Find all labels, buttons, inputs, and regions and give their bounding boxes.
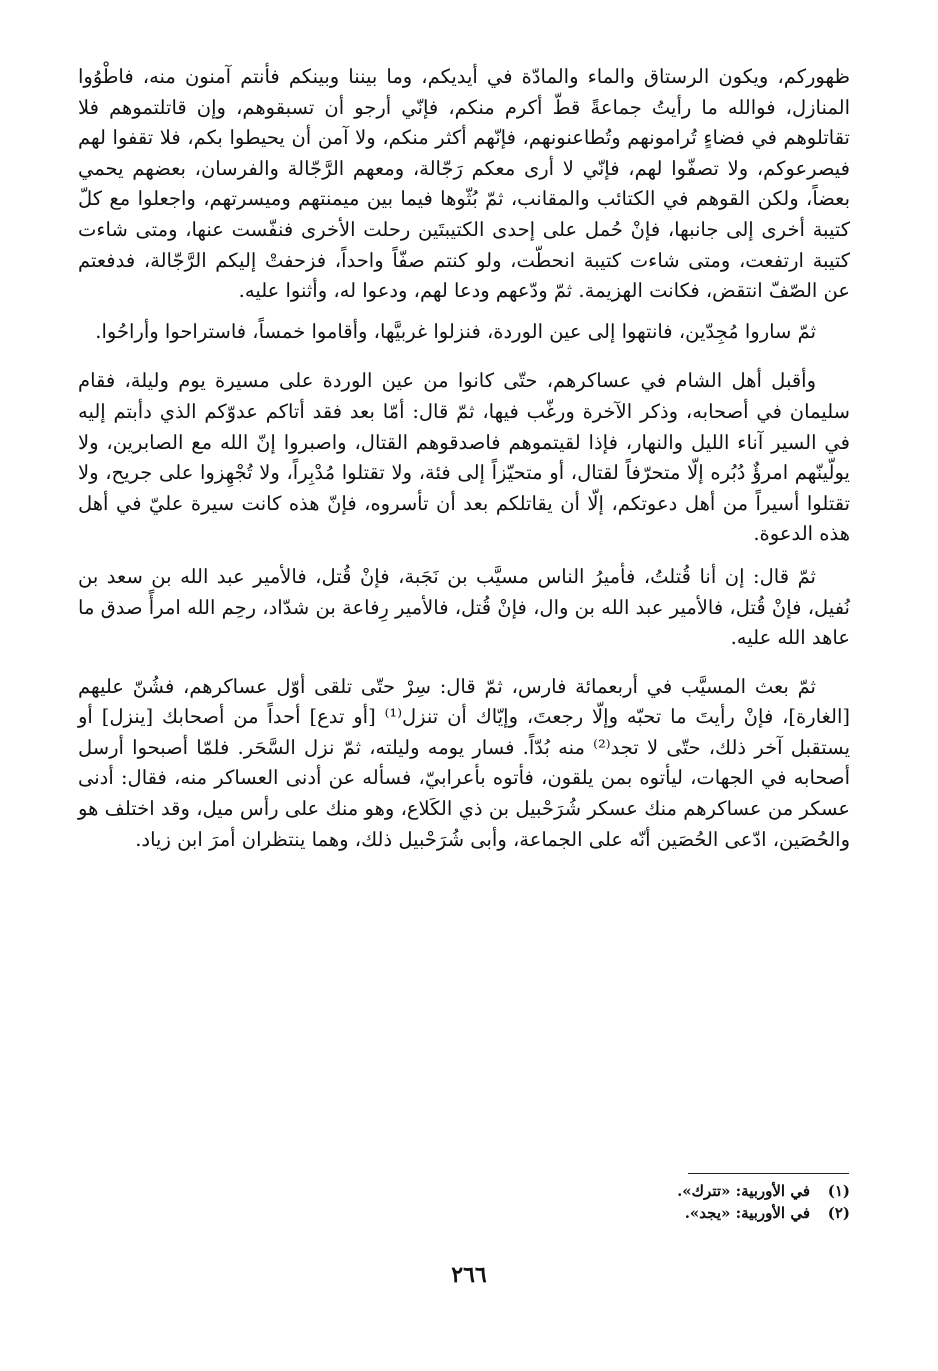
paragraph-4: ثمّ قال: إن أنا قُتلتُ، فأميرُ الناس مسيَّب بن نَجَبة، فإنْ قُتل، فالأمير عبد الله بن سعد بن نُفيل، فإنْ قُتل، فالأمير عبد الله بن وال، فإنْ قُتل، فالأمير رِفاعة بن شدّاد، رحِم الله امرأً صدق ما عاهد الله عليه. [78, 564, 850, 650]
footnote-text: في الأوربية: «يجد». [684, 1204, 810, 1222]
page-number: ٢٦٦ [451, 1262, 487, 1288]
paragraph-5: ثمّ بعث المسيَّب في أربعمائة فارس، ثمّ قال: سِرْ حتّى تلقى أوّل عساكرهم، فشُنّ عليهم [الغارة]، فإنْ رأيتَ ما تحبّه وإلّا رجعتَ، وإيّاك أن تنزل⁽¹⁾ [أو تدع] أحداً من أصحابك [ينزل] أو يستقبل آخر ذلك، حتّى لا تجد⁽²⁾ منه بُدّاً. فسار يومه وليلته، ثمّ نزل السَّحَر. فلمّا أصبحوا أرسل أصحابه في الجهات، ليأتوه بمن يلقون، فأتوه بأعرابيّ، فسأله عن أدنى العساكر منه، فقال: أدنى عسكر من عساكرهم منك عسكر شُرَحْبيل بن ذي الكَلاع، وهو منك على رأس ميل، وقد اختلف هو والحُصَين، ادّعى الحُصَين أنّه على الجماعة، وأبى شُرَحْبيل ذلك، وهما ينتظران أمرَ ابن زياد. [78, 674, 850, 851]
footnote-1 [78, 1180, 850, 1202]
footnote-number: (٢) [827, 1204, 850, 1222]
footnote-2 [78, 1202, 850, 1224]
paragraph-3: وأقبل أهل الشام في عساكرهم، حتّى كانوا من عين الوردة على مسيرة يوم وليلة، فقام سليمان في أصحابه، وذكر الآخرة ورغّب فيها، ثمّ قال: أمّا بعد فقد أتاكم عدوّكم الذي دأبتم إليه في السير آناء الليل والنهار، فإذا لقيتموهم فاصدقوهم القتال، واصبروا إنّ الله مع الصابرين، ولا يولّينّهم امرؤٌ دُبُره إلّا متحرّفاً لقتال، أو متحيّزاً إلى فئة، ولا تقتلوا مُدْبِراً، ولا تُجْهِزوا على جريح، ولا تقتلوا أسيراً من أهل دعوتكم، إلّا أن يقاتلكم بعد أن تأسروه، فإنّ هذه كانت سيرة عليّ في أهل هذه الدعوة. [78, 369, 850, 546]
page-body [78, 62, 850, 855]
footnote-divider [688, 1173, 849, 1174]
paragraph-1: ظهوركم، ويكون الرستاق والماء والمادّة في أيديكم، وما بيننا وبينكم فأنتم آمنون منه، فاطْوُوا المنازل، فوالله ما رأيتُ جماعةً قطّ أكرم منكم، فإنّي أرجو أن تسبقوهم، وإن قاتلتموهم فلا تقاتلوهم في فضاءٍ تُرامونهم وتُطاعنونهم، فإنّهم أكثر منكم، ولا آمن أن يحيطوا بكم، فلا تقفوا لهم فيصرعوكم، ولا تصفّوا لهم، فإنّي لا أرى معكم رَجّالة، ومعهم الرَّجّالة والفرسان، بعضهم يحمي بعضاً، ولكن القوهم في الكتائب والمقانب، ثمّ بُثّوها فيما بين ميمنتهم وميسرتهم، واجعلوا مع كلّ كتيبة أخرى إلى جانبها، فإنْ حُمل على إحدى الكتيبتَين رحلت الأخرى فنفّست عنها، ومتى شاءت كتيبة ارتفعت، ومتى شاءت كتيبة انحطّت، ولو كنتم صفّاً واحداً، فزحفتْ إليكم الرَّجّالة، فدفعتم عن الصّفّ انتقض، فكانت الهزيمة. ثمّ ودّعهم ودعا لهم، ودعوا له، وأثنوا عليه. [78, 65, 850, 303]
footnotes [78, 1180, 850, 1224]
footnote-number: (١) [827, 1182, 850, 1200]
paragraph-2: ثمّ ساروا مُجِدّين، فانتهوا إلى عين الوردة، فنزلوا غربيَّها، وأقاموا خمساً، فاستراحوا وأراحُوا. [95, 319, 816, 343]
footnote-text: في الأوربية: «تترك». [677, 1182, 810, 1200]
